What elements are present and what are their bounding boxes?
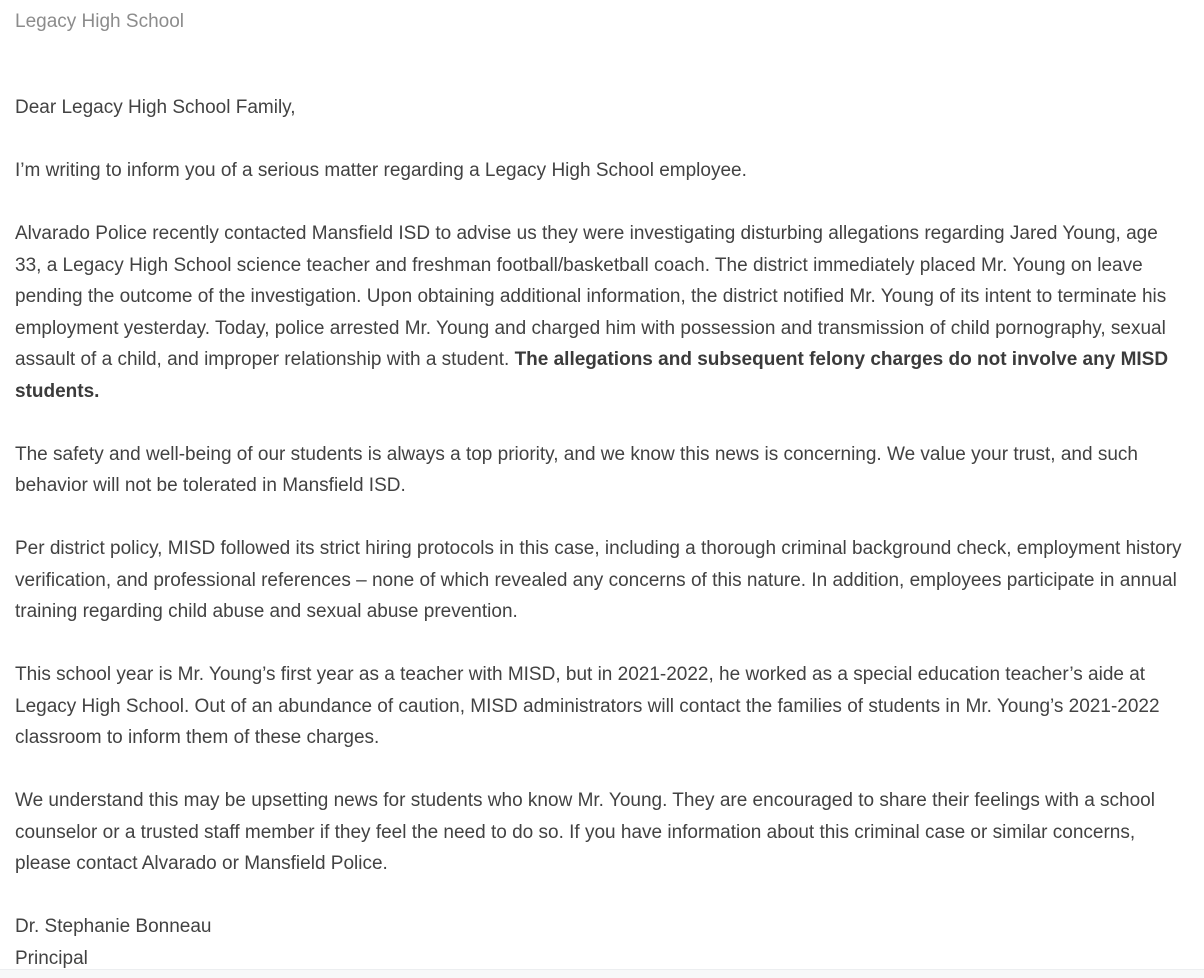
employment-history-paragraph: [15, 659, 1189, 754]
support-text: We understand this may be upsetting news for students who know Mr. Young. They are encouraged to share their feelings with a school counselor or a trusted staff member if they feel the need to do so. If you have information about this criminal case or similar concerns, please contact Alvarado or Mansfield Police.: [15, 790, 1155, 874]
signature-block: [15, 911, 1189, 974]
allegations-text: Alvarado Police recently contacted Mansfield ISD to advise us they were investigating disturbing allegations regarding Jared Young, age 33, a Legacy High School science teacher and freshman football/basketball coach. The district immediately placed Mr. Young on leave pending the outcome of the investigation. Upon obtaining additional information, the district notified Mr. Young of its intent to terminate his employment yesterday. Today, police arrested Mr. Young and charged him with possession and transmission of child pornography, sexual assault of a child, and improper relationship with a student.: [15, 223, 1167, 370]
salutation-text: Dear Legacy High School Family,: [15, 97, 296, 118]
employment-history-text: This school year is Mr. Young’s first year as a teacher with MISD, but in 2021-2022, he worked as a special education teacher’s aide at Legacy High School. Out of an abundance of caution, MISD administrators will contact the families of students in Mr. Young’s 2021-2022 classroom to inform them of these charges.: [15, 664, 1160, 748]
allegations-bold-text: The allegations and subsequent felony charges do not involve any MISD students.: [15, 349, 1169, 402]
hiring-policy-text: Per district policy, MISD followed its strict hiring protocols in this case, including a thorough criminal background check, employment history verification, and professional references – none of which revealed any concerns of this nature. In addition, employees participate in annual training regarding child abuse and sexual abuse prevention.: [15, 538, 1182, 622]
salutation: [15, 92, 1189, 124]
support-paragraph: [15, 785, 1189, 880]
hiring-policy-paragraph: [15, 533, 1189, 628]
allegations-paragraph: [15, 218, 1189, 407]
intro-text: I’m writing to inform you of a serious matter regarding a Legacy High School employee.: [15, 160, 747, 181]
safety-text: The safety and well-being of our students is always a top priority, and we know this news is concerning. We value your trust, and such behavior will not be tolerated in Mansfield ISD.: [15, 443, 1138, 496]
signature-title: Principal: [15, 947, 88, 969]
signature-name: Dr. Stephanie Bonneau: [15, 916, 212, 937]
sender-name: Legacy High School: [15, 11, 184, 32]
next-section-divider: [0, 969, 1204, 978]
safety-paragraph: [15, 439, 1189, 502]
intro-paragraph: [15, 155, 1189, 187]
